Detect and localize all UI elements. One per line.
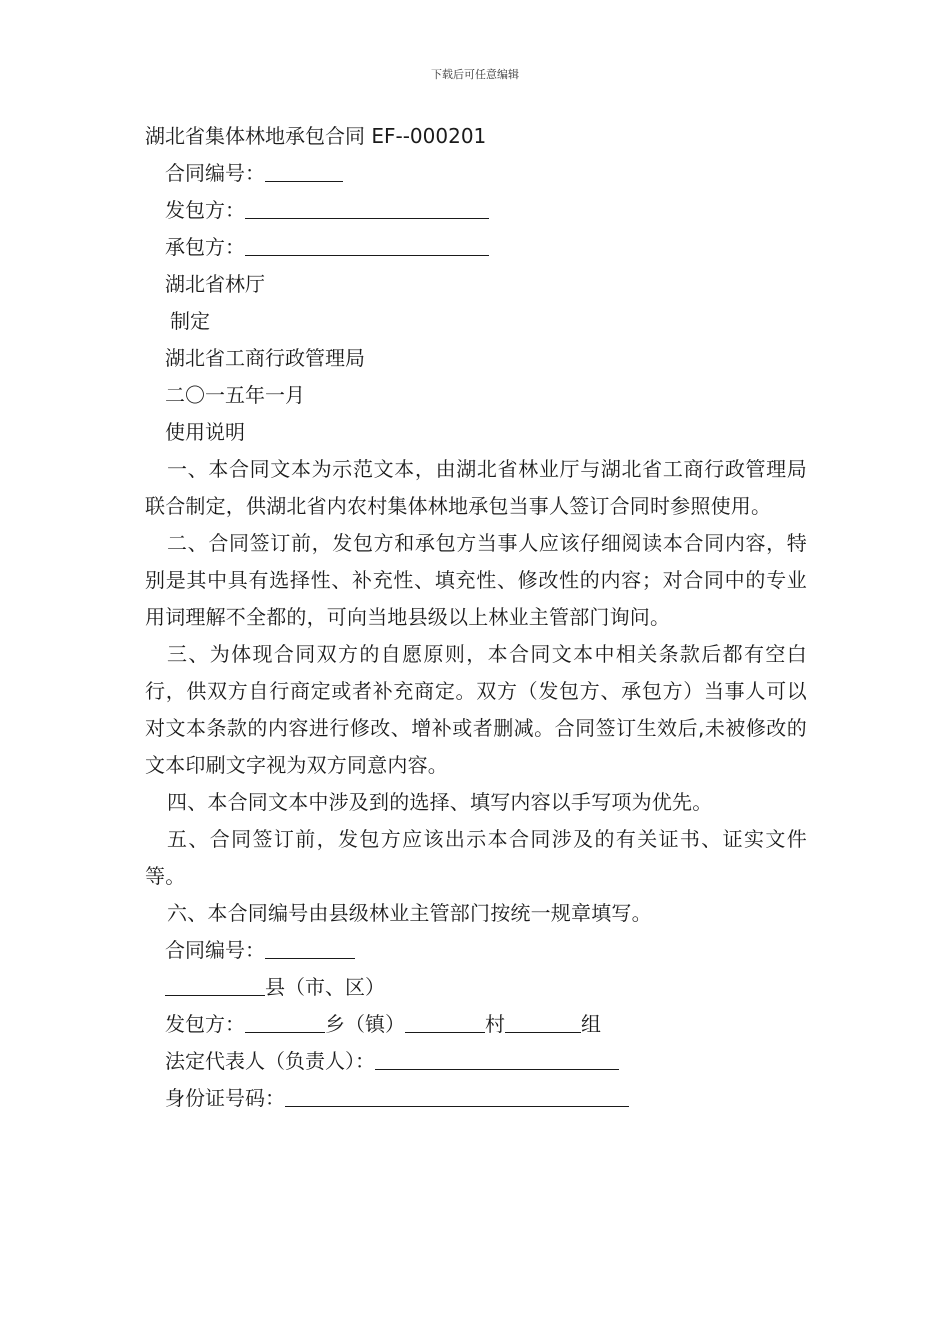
- township-blank: [245, 1012, 325, 1033]
- usage-item-2: 二、合同签订前，发包方和承包方当事人应该仔细阅读本合同内容，特别是其中具有选择性、补充性、填充性、修改性的内容；对合同中的专业用词理解不全都的，可向当地县级以上林业主管部门询问。: [145, 531, 807, 629]
- group-label: 组: [581, 1012, 601, 1036]
- document-body: [145, 118, 807, 1117]
- issuer-blank: [245, 198, 489, 219]
- contract-number-line: [145, 155, 807, 192]
- id-number-blank: [285, 1086, 629, 1107]
- org-commerce: 湖北省工商行政管理局: [165, 346, 365, 370]
- issuer-label-2: 发包方：: [165, 1012, 245, 1036]
- issuer-label: 发包方：: [165, 198, 245, 222]
- contract-number-label: 合同编号：: [165, 161, 265, 185]
- legal-rep-blank: [375, 1049, 619, 1070]
- county-blank: [165, 975, 265, 996]
- village-label: 村: [485, 1012, 505, 1036]
- county-line: [145, 969, 807, 1006]
- contractor-line: [145, 229, 807, 266]
- usage-item-3: 三、为体现合同双方的自愿原则，本合同文本中相关条款后都有空白行，供双方自行商定或者补充商定。双方（发包方、承包方）当事人可以对文本条款的内容进行修改、增补或者删减。合同签订生效后,未被修改的文本印刷文字视为双方同意内容。: [145, 642, 807, 777]
- id-number-label: 身份证号码：: [165, 1086, 285, 1110]
- usage-title: 使用说明: [165, 420, 245, 444]
- issuer-address-line: [145, 1006, 807, 1043]
- village-blank: [405, 1012, 485, 1033]
- usage-item-6: 六、本合同编号由县级林业主管部门按统一规章填写。: [167, 901, 652, 925]
- document-title: 湖北省集体林地承包合同 EF--000201: [145, 124, 487, 148]
- usage-item-4: 四、本合同文本中涉及到的选择、填写内容以手写项为优先。: [167, 790, 713, 814]
- made-by: 制定: [170, 309, 210, 333]
- legal-rep-line: [145, 1043, 807, 1080]
- group-blank: [505, 1012, 581, 1033]
- contract-number-blank: [265, 161, 343, 182]
- contract-number-label-2: 合同编号：: [165, 938, 265, 962]
- issuer-line: [145, 192, 807, 229]
- contractor-label: 承包方：: [165, 235, 245, 259]
- usage-item-5: 五、合同签订前，发包方应该出示本合同涉及的有关证书、证实文件等。: [145, 827, 807, 888]
- township-label: 乡（镇）: [325, 1012, 405, 1036]
- legal-rep-label: 法定代表人（负责人）：: [165, 1049, 375, 1073]
- contractor-blank: [245, 235, 489, 256]
- usage-item-1: 一、本合同文本为示范文本，由湖北省林业厅与湖北省工商行政管理局联合制定，供湖北省内农村集体林地承包当事人签订合同时参照使用。: [145, 457, 807, 518]
- issue-date: 二〇一五年一月: [165, 383, 305, 407]
- org-forestry: 湖北省林厅: [165, 272, 265, 296]
- county-suffix: 县（市、区）: [265, 975, 385, 999]
- contract-number-blank-2: [265, 938, 355, 959]
- header-note: 下载后可任意编辑: [431, 68, 519, 81]
- contract-number-line-2: [145, 932, 807, 969]
- id-number-line: [145, 1080, 807, 1117]
